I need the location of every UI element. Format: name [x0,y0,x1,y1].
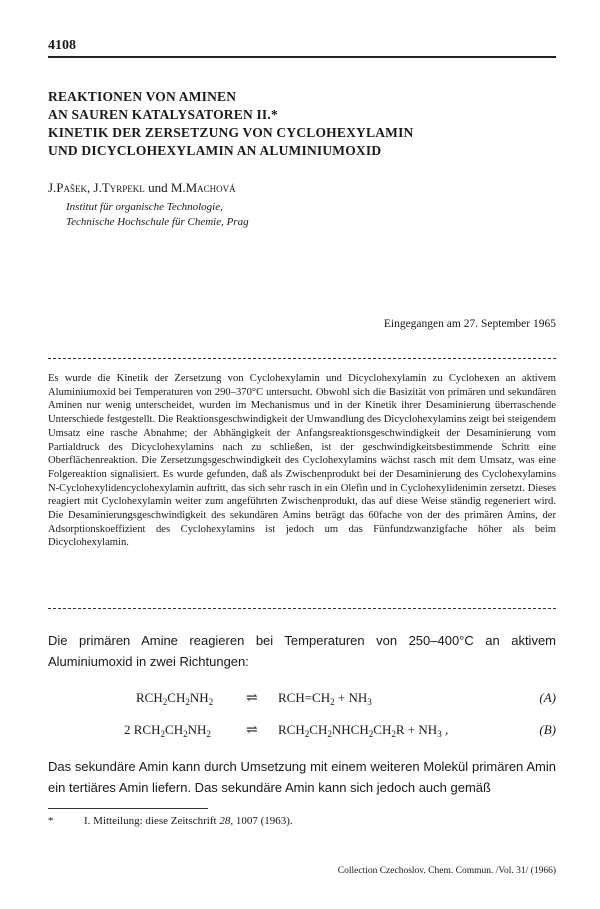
equation-right: $RCH_2CH_2NHCH_2CH_2R + NH_3$ , [278,722,449,739]
author-name: M.Machová [170,180,236,195]
continuation-paragraph: Das sekundäre Amin kann durch Umsetzung mit einem weiteren Molekül primären Amin ein tertiäres Amin liefern. Das sekundäre Amin kann sich jedoch auch gemäß [48,759,556,795]
author-name: J.Tyrpekl [93,180,145,195]
footnote-mark: * [48,815,54,827]
equation-label: (A) [539,690,556,705]
equation-a [48,690,556,710]
abstract-bottom-rule [48,608,556,609]
page-number: 4108 [48,38,76,53]
affiliation-line: Institut für organische Technologie, [66,201,223,213]
equation-label: (B) [539,722,556,737]
equation-left: $RCH_2CH_2NH_2$ [136,690,214,707]
title-line: REAKTIONEN VON AMINEN [48,89,237,104]
affiliation [66,200,249,230]
author-separator: , [87,180,94,195]
abstract: Es wurde die Kinetik der Zersetzung von Cyclohexylamin und Dicyclohexylamin zu Cyclohexen an aktivem Aluminiumoxid bei Temperaturen von 290–370°C untersucht. Obwohl sich die Basizität von primären und sekundären Aminen nur wenig unterscheidet, wurden im Mechanismus und in der Kinetik ihrer Desaminierung überraschende Unterschiede festgestellt. Die Reaktionsgeschwindigkeit der Umwandlung des Dicyclohexylamins zeigt bei steigendem Umsatz eine rasche Abnahme; der Abhängigkeit der Anfangsreaktionsgeschwindigkeit der Desaminierung vom Partialdruck des Dicyclohexylamins nach zu schließen, ist der geschwindigkeitsbestimmende Schritt eine Oberflächenreaktion. Die Zersetzungsgeschwindigkeit des Cyclohexylamins wächst rasch mit dem Umsatz, was eine Folgereaktion signalisiert. Es wurde gefunden, daß als Zwischenprodukt bei der Desaminierung des Cyclohexylamins N-Cyclohexylidencyclohexylamin auftritt, das sich sehr rasch in ein Olefin und in Cyclohexylidenimin zersetzt. Dieses reagiert mit Cyclohexylamin weiter zum angeführten Zwischenprodukt, das auf diese Weise ständig regeneriert wird. Die Desaminierungsgeschwindigkeit des sekundären Amins beträgt das 60fache von der des primären Amins, der Adsorptionskoeffizient des Cyclohexylamins ist jedoch um das Fünfundzwanzigfache höher als beim Dicyclohexylamin. [48,373,556,549]
author-separator: und [144,180,171,195]
header-rule [48,56,556,58]
footnote-rule [48,808,208,809]
equation-b [48,722,556,742]
equilibrium-arrow-icon: ⇌ [246,723,258,738]
equation-right: $RCH=CH_2 + NH_3$ [278,690,372,707]
equilibrium-arrow-icon: ⇌ [246,691,258,706]
title-line: KINETIK DER ZERSETZUNG VON CYCLOHEXYLAMIN [48,125,414,140]
intro-paragraph: Die primären Amine reagieren bei Temperaturen von 250–400°C an aktivem Aluminiumoxid in zwei Richtungen: [48,633,556,669]
footnote-text: I. Mitteilung: diese Zeitschrift [84,815,220,827]
abstract-top-rule [48,358,556,359]
author-name: J.Pašek [48,180,88,195]
footnote-volume: 28 [219,815,231,827]
title-line: AN SAUREN KATALYSATOREN II.* [48,107,278,122]
footnote [48,815,293,827]
equation-left: 2 $RCH_2CH_2NH_2$ [124,722,211,739]
affiliation-line: Technische Hochschule für Chemie, Prag [66,216,249,228]
author-list [48,180,236,196]
article-title [48,88,556,160]
title-line: UND DICYCLOHEXYLAMIN AN ALUMINIUMOXID [48,143,382,158]
received-date: Eingegangen am 27. September 1965 [383,318,556,330]
footnote-text: , 1007 (1963). [230,815,293,827]
journal-footer: Collection Czechoslov. Chem. Commun. /Vol. 31/ (1966) [337,866,556,876]
